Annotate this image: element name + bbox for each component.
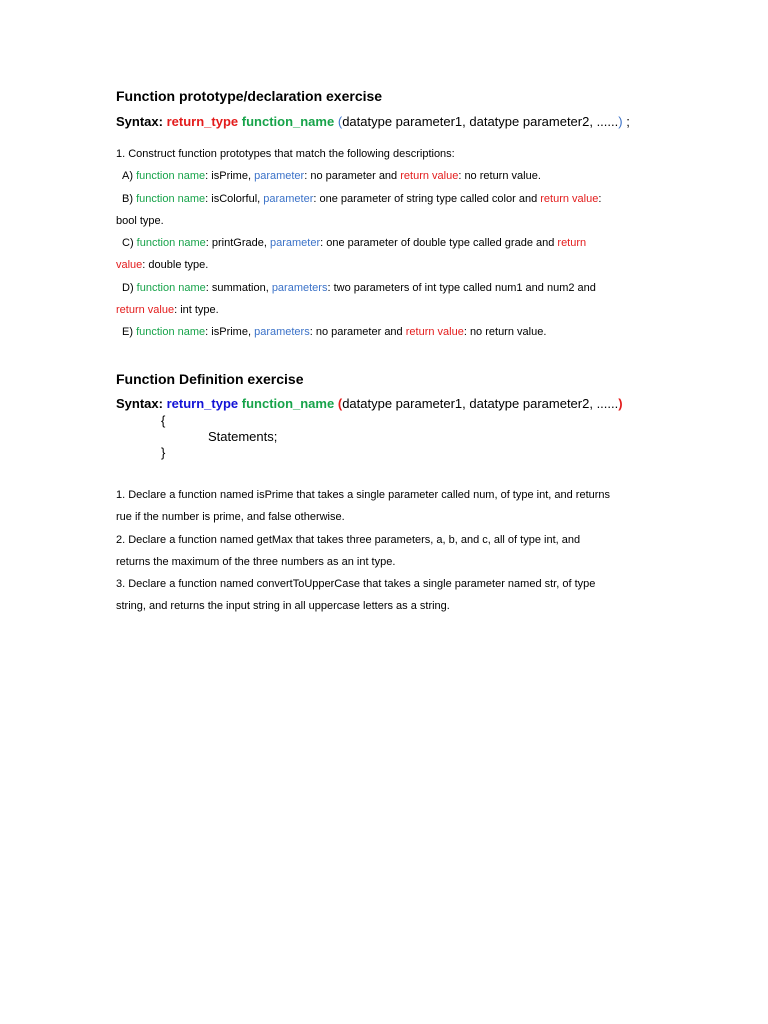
return-value-value: : double type. (142, 259, 209, 272)
code-open-brace: { (161, 413, 166, 428)
function-name-label: function name (136, 192, 206, 205)
item-c (116, 232, 656, 254)
item-letter: A) (122, 170, 133, 183)
item-e (116, 321, 656, 343)
question-1: 1. Construct function prototypes that match the following descriptions: (116, 148, 455, 160)
section1-syntax (116, 113, 656, 131)
section2-title: Function Definition exercise (116, 371, 304, 387)
syntax-params: datatype parameter1, datatype parameter2, ...... (342, 114, 619, 129)
return-value-label: return value (400, 170, 459, 183)
item-letter: C) (122, 237, 134, 250)
section1-title: Function prototype/declaration exercise (116, 88, 383, 104)
syntax-semicolon: ; (622, 114, 630, 129)
return-value-label: return value (405, 326, 464, 339)
syntax-label: Syntax: (116, 396, 163, 411)
exercise-line: rue if the number is prime, and false otherwise. (116, 511, 345, 524)
parameter-value: : one parameter of double type called grade and (320, 237, 558, 250)
exercise-line: 1. Declare a function named isPrime that takes a single parameter called num, of type int, and returns (116, 489, 611, 501)
parameter-value: : one parameter of string type called color and (313, 192, 541, 205)
item-a (116, 165, 656, 187)
item-letter: B) (122, 192, 133, 205)
syntax-close-paren: ) (618, 396, 623, 411)
function-name-label: function name (136, 237, 206, 250)
function-name-value: : printGrade, (205, 237, 270, 250)
section2-syntax (116, 395, 656, 413)
exercise-line: string, and returns the input string in all uppercase letters as a string. (116, 600, 450, 613)
syntax-function-name: function_name (241, 396, 335, 411)
code-statements: Statements; (208, 429, 278, 444)
return-value-label: value (116, 259, 143, 272)
parameter-label: parameter (263, 192, 314, 205)
return-value-value: : int type. (174, 304, 219, 317)
return-value-label: return value (540, 192, 599, 205)
exercise-line: 3. Declare a function named convertToUpperCase that takes a single parameter named str, of type (116, 578, 596, 591)
return-value-label: return (557, 237, 587, 250)
item-letter: E) (122, 326, 133, 339)
parameter-value: : no parameter and (309, 326, 406, 339)
exercise-line: returns the maximum of the three numbers as an int type. (116, 555, 396, 568)
item-d-continuation (116, 299, 656, 321)
return-value-label: return value (116, 304, 175, 317)
function-name-value: : summation, (205, 281, 272, 294)
item-letter: D) (122, 281, 134, 294)
syntax-close-paren: ) (618, 114, 623, 129)
section2-list (116, 484, 656, 618)
syntax-return-type: return_type (166, 396, 239, 411)
item-c-continuation (116, 254, 656, 276)
function-name-label: function name (136, 326, 206, 339)
function-name-label: function name (136, 170, 206, 183)
parameter-value: : no parameter and (304, 170, 401, 183)
return-value-value: : no return value. (458, 170, 541, 183)
syntax-params: datatype parameter1, datatype parameter2, ...... (342, 396, 619, 411)
return-value-value: : (598, 192, 602, 205)
parameter-label: parameters (271, 281, 328, 294)
syntax-open-paren: ( (337, 396, 343, 411)
code-close-brace: } (161, 445, 166, 460)
syntax-open-paren: ( (337, 114, 343, 129)
item-d (116, 277, 656, 299)
return-value-value: : no return value. (463, 326, 547, 339)
parameter-label: parameter (254, 170, 305, 183)
function-name-value: : isPrime, (205, 170, 255, 183)
section1-list (116, 143, 656, 344)
syntax-function-name: function_name (241, 114, 335, 129)
function-name-value: : isColorful, (205, 192, 264, 205)
syntax-return-type: return_type (166, 114, 239, 129)
function-name-value: : isPrime, (205, 326, 255, 339)
item-b (116, 188, 656, 210)
syntax-label: Syntax: (116, 114, 163, 129)
item-b-continuation: bool type. (116, 214, 164, 227)
parameter-value: : two parameters of int type called num1 and num2 and (327, 281, 596, 294)
function-name-label: function name (136, 281, 206, 294)
parameter-label: parameter (269, 237, 321, 250)
parameter-label: parameters (254, 326, 310, 339)
exercise-line: 2. Declare a function named getMax that takes three parameters, a, b, and c, all of type int, and (116, 533, 581, 546)
